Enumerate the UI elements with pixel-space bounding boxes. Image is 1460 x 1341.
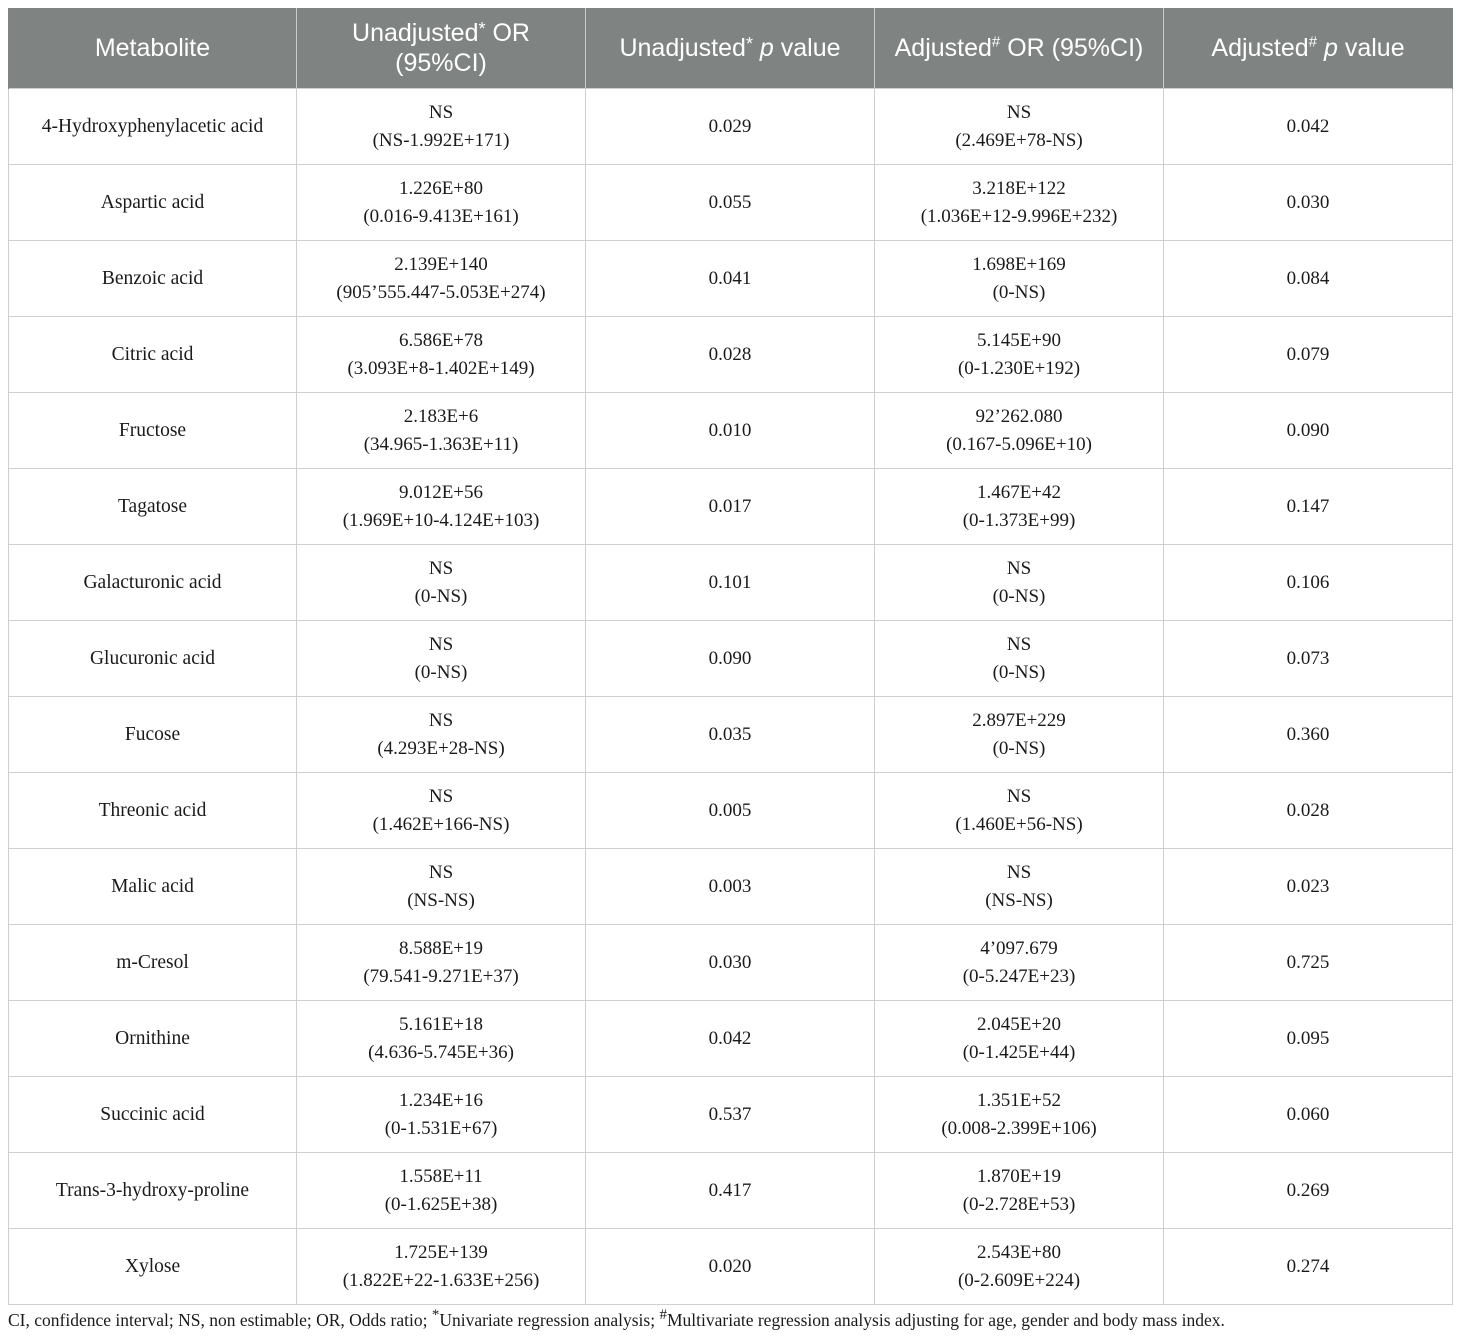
table-body <box>9 89 1453 1305</box>
adjusted-or-cell <box>875 241 1164 317</box>
unadjusted-or-value: 2.183E+6 <box>403 405 479 427</box>
unadjusted-or-value: 2.139E+140 <box>394 253 488 275</box>
metabolite-cell <box>9 697 297 773</box>
metabolite-name: Citric acid <box>111 343 194 365</box>
adjusted-or-cell <box>875 89 1164 165</box>
metabolite-name: Malic acid <box>111 875 194 897</box>
unadjusted-p-value: 0.005 <box>708 799 752 821</box>
unadjusted-p-value: 0.042 <box>708 1027 752 1049</box>
unadjusted-p-value: 0.017 <box>708 495 752 517</box>
adjusted-or-value: NS <box>1006 861 1032 883</box>
table-row <box>9 925 1453 1001</box>
unadjusted-p-value: 0.029 <box>708 115 752 137</box>
metabolite-name: Succinic acid <box>100 1103 205 1125</box>
adjusted-p-cell <box>1164 773 1453 849</box>
adjusted-p-cell <box>1164 1077 1453 1153</box>
unadjusted-or-value: 1.725E+139 <box>394 1241 488 1263</box>
adjusted-p-cell <box>1164 241 1453 317</box>
metabolite-cell <box>9 1229 297 1305</box>
header-adjusted-p: Adjusted# p value <box>1164 8 1453 89</box>
adjusted-p-cell <box>1164 317 1453 393</box>
metabolite-cell <box>9 1153 297 1229</box>
unadjusted-or-cell <box>297 165 586 241</box>
adjusted-p-value: 0.274 <box>1286 1255 1330 1277</box>
table-row <box>9 1229 1453 1305</box>
unadjusted-ci-value: (NS-1.992E+171) <box>372 129 510 151</box>
table-row <box>9 697 1453 773</box>
unadjusted-or-cell <box>297 849 586 925</box>
adjusted-p-value: 0.725 <box>1286 951 1330 973</box>
unadjusted-ci-value: (1.822E+22-1.633E+256) <box>342 1269 540 1291</box>
unadjusted-ci-value: (0.016-9.413E+161) <box>363 205 519 227</box>
adjusted-or-value: NS <box>1006 557 1032 579</box>
unadjusted-or-cell <box>297 697 586 773</box>
unadjusted-p-cell <box>586 393 875 469</box>
table-header-row <box>9 8 1453 89</box>
adjusted-p-cell <box>1164 545 1453 621</box>
metabolite-cell <box>9 241 297 317</box>
adjusted-or-value: 2.045E+20 <box>976 1013 1062 1035</box>
unadjusted-or-cell <box>297 241 586 317</box>
unadjusted-or-cell <box>297 1001 586 1077</box>
unadjusted-ci-value: (0-NS) <box>414 661 468 683</box>
unadjusted-ci-value: (905’555.447-5.053E+274) <box>336 281 546 303</box>
adjusted-or-value: 1.467E+42 <box>976 481 1062 503</box>
adjusted-or-value: NS <box>1006 101 1032 123</box>
unadjusted-p-cell <box>586 165 875 241</box>
adjusted-p-cell <box>1164 925 1453 1001</box>
unadjusted-or-value: NS <box>428 633 454 655</box>
adjusted-p-cell <box>1164 1229 1453 1305</box>
adjusted-ci-value: (0-NS) <box>992 737 1046 759</box>
unadjusted-ci-value: (0-NS) <box>414 585 468 607</box>
metabolite-name: Fucose <box>124 723 181 745</box>
metabolite-cell <box>9 469 297 545</box>
adjusted-p-value: 0.269 <box>1286 1179 1330 1201</box>
table-footnote: CI, confidence interval; NS, non estimable; OR, Odds ratio; *Univariate regression analysis; #Multivariate regression analysis adjusting for age, gender and body mass index. <box>8 1307 1225 1330</box>
unadjusted-p-cell <box>586 1001 875 1077</box>
metabolite-cell <box>9 89 297 165</box>
adjusted-ci-value: (0-NS) <box>992 661 1046 683</box>
metabolite-name: Tagatose <box>117 495 188 517</box>
adjusted-p-value: 0.360 <box>1286 723 1330 745</box>
adjusted-p-value: 0.028 <box>1286 799 1330 821</box>
metabolite-name: Aspartic acid <box>100 191 205 213</box>
unadjusted-p-cell <box>586 621 875 697</box>
adjusted-or-cell <box>875 925 1164 1001</box>
adjusted-ci-value: (0-1.373E+99) <box>962 509 1076 531</box>
adjusted-or-cell <box>875 1153 1164 1229</box>
hash-mark: # <box>1308 33 1318 51</box>
unadjusted-or-cell <box>297 393 586 469</box>
metabolite-name: Fructose <box>118 419 187 441</box>
adjusted-or-cell <box>875 393 1164 469</box>
adjusted-or-value: 2.897E+229 <box>972 709 1066 731</box>
unadjusted-p-cell <box>586 849 875 925</box>
unadjusted-or-value: NS <box>428 709 454 731</box>
unadjusted-or-value: 6.586E+78 <box>398 329 484 351</box>
table-row <box>9 469 1453 545</box>
adjusted-or-value: 1.870E+19 <box>976 1165 1062 1187</box>
unadjusted-ci-value: (1.462E+166-NS) <box>372 813 510 835</box>
adjusted-p-value: 0.023 <box>1286 875 1330 897</box>
adjusted-p-value: 0.084 <box>1286 267 1330 289</box>
unadjusted-p-value: 0.537 <box>708 1103 752 1125</box>
unadjusted-or-value: 9.012E+56 <box>398 481 484 503</box>
metabolite-cell <box>9 621 297 697</box>
unadjusted-p-value: 0.010 <box>708 419 752 441</box>
adjusted-p-value: 0.042 <box>1286 115 1330 137</box>
unadjusted-or-value: NS <box>428 861 454 883</box>
asterisk-mark: * <box>745 34 753 54</box>
metabolite-table <box>8 8 1453 1305</box>
adjusted-p-value: 0.147 <box>1286 495 1330 517</box>
unadjusted-p-cell <box>586 241 875 317</box>
metabolite-cell <box>9 393 297 469</box>
unadjusted-p-value: 0.417 <box>708 1179 752 1201</box>
metabolite-cell <box>9 773 297 849</box>
unadjusted-p-value: 0.055 <box>708 191 752 213</box>
table-row <box>9 165 1453 241</box>
adjusted-ci-value: (0-2.609E+224) <box>957 1269 1081 1291</box>
adjusted-p-cell <box>1164 697 1453 773</box>
adjusted-p-cell <box>1164 849 1453 925</box>
table-row <box>9 1001 1453 1077</box>
adjusted-p-value: 0.060 <box>1286 1103 1330 1125</box>
adjusted-or-cell <box>875 545 1164 621</box>
table-row <box>9 545 1453 621</box>
unadjusted-ci-value: (4.636-5.745E+36) <box>368 1041 514 1063</box>
unadjusted-or-cell <box>297 925 586 1001</box>
header-metabolite: Metabolite <box>9 8 297 89</box>
adjusted-ci-value: (0-1.230E+192) <box>957 357 1081 379</box>
adjusted-p-value: 0.079 <box>1286 343 1330 365</box>
header-unadjusted-p: Unadjusted* p value <box>586 8 875 89</box>
unadjusted-ci-value: (4.293E+28-NS) <box>377 737 505 759</box>
table-row <box>9 89 1453 165</box>
table-row <box>9 849 1453 925</box>
unadjusted-p-cell <box>586 773 875 849</box>
asterisk-mark: * <box>431 1307 440 1324</box>
metabolite-name: Xylose <box>124 1255 181 1277</box>
unadjusted-p-value: 0.041 <box>708 267 752 289</box>
metabolite-name: Ornithine <box>115 1027 190 1049</box>
adjusted-or-value: 2.543E+80 <box>976 1241 1062 1263</box>
unadjusted-p-cell <box>586 1153 875 1229</box>
metabolite-cell <box>9 545 297 621</box>
table-row <box>9 773 1453 849</box>
unadjusted-p-cell <box>586 317 875 393</box>
table-container <box>8 8 1452 1305</box>
adjusted-p-value: 0.073 <box>1286 647 1330 669</box>
adjusted-or-cell <box>875 773 1164 849</box>
adjusted-p-cell <box>1164 469 1453 545</box>
adjusted-ci-value: (1.036E+12-9.996E+232) <box>920 205 1118 227</box>
metabolite-cell <box>9 925 297 1001</box>
unadjusted-ci-value: (79.541-9.271E+37) <box>363 965 519 987</box>
adjusted-or-value: 1.698E+169 <box>972 253 1066 275</box>
adjusted-ci-value: (0.008-2.399E+106) <box>941 1117 1097 1139</box>
metabolite-name: Glucuronic acid <box>89 647 216 669</box>
unadjusted-or-cell <box>297 1077 586 1153</box>
unadjusted-or-value: NS <box>428 785 454 807</box>
adjusted-ci-value: (0.167-5.096E+10) <box>946 433 1092 455</box>
hash-mark: # <box>991 33 1001 51</box>
adjusted-or-cell <box>875 849 1164 925</box>
unadjusted-ci-value: (NS-NS) <box>407 889 475 911</box>
table-row <box>9 393 1453 469</box>
table-row <box>9 317 1453 393</box>
metabolite-name: Threonic acid <box>98 799 207 821</box>
adjusted-or-cell <box>875 469 1164 545</box>
unadjusted-p-cell <box>586 1077 875 1153</box>
unadjusted-ci-value: (3.093E+8-1.402E+149) <box>347 357 535 379</box>
unadjusted-p-value: 0.030 <box>708 951 752 973</box>
unadjusted-or-value: 1.234E+16 <box>398 1089 484 1111</box>
adjusted-or-value: NS <box>1006 785 1032 807</box>
metabolite-name: Benzoic acid <box>101 267 204 289</box>
unadjusted-or-value: 1.558E+11 <box>399 1165 483 1187</box>
unadjusted-p-cell <box>586 697 875 773</box>
adjusted-p-value: 0.030 <box>1286 191 1330 213</box>
adjusted-or-value: 1.351E+52 <box>976 1089 1062 1111</box>
unadjusted-or-value: NS <box>428 101 454 123</box>
table-row <box>9 1077 1453 1153</box>
adjusted-or-value: 4’097.679 <box>980 937 1058 959</box>
adjusted-ci-value: (0-NS) <box>992 585 1046 607</box>
metabolite-name: Galacturonic acid <box>83 571 222 593</box>
adjusted-ci-value: (1.460E+56-NS) <box>955 813 1083 835</box>
unadjusted-ci-value: (34.965-1.363E+11) <box>363 433 519 455</box>
header-adjusted-or: Adjusted# OR (95%CI) <box>875 8 1164 89</box>
unadjusted-p-value: 0.035 <box>708 723 752 745</box>
table-row <box>9 621 1453 697</box>
adjusted-p-cell <box>1164 393 1453 469</box>
unadjusted-ci-value: (1.969E+10-4.124E+103) <box>342 509 540 531</box>
adjusted-or-cell <box>875 165 1164 241</box>
unadjusted-or-value: 1.226E+80 <box>398 177 484 199</box>
adjusted-p-cell <box>1164 621 1453 697</box>
adjusted-p-cell <box>1164 165 1453 241</box>
metabolite-cell <box>9 165 297 241</box>
adjusted-ci-value: (0-2.728E+53) <box>962 1193 1076 1215</box>
metabolite-cell <box>9 849 297 925</box>
adjusted-or-value: NS <box>1006 633 1032 655</box>
adjusted-or-cell <box>875 317 1164 393</box>
adjusted-ci-value: (NS-NS) <box>985 889 1053 911</box>
unadjusted-or-cell <box>297 317 586 393</box>
unadjusted-or-cell <box>297 89 586 165</box>
metabolite-name: m-Cresol <box>116 951 189 973</box>
unadjusted-or-value: 8.588E+19 <box>398 937 484 959</box>
unadjusted-or-cell <box>297 469 586 545</box>
adjusted-ci-value: (0-5.247E+23) <box>962 965 1076 987</box>
metabolite-cell <box>9 317 297 393</box>
unadjusted-or-value: NS <box>428 557 454 579</box>
unadjusted-p-value: 0.020 <box>708 1255 752 1277</box>
metabolite-cell <box>9 1077 297 1153</box>
adjusted-ci-value: (0-1.425E+44) <box>962 1041 1076 1063</box>
hash-mark: # <box>659 1307 667 1324</box>
metabolite-name: Trans-3-hydroxy-proline <box>55 1179 250 1201</box>
adjusted-or-cell <box>875 1229 1164 1305</box>
adjusted-p-value: 0.090 <box>1286 419 1330 441</box>
unadjusted-p-cell <box>586 469 875 545</box>
unadjusted-p-value: 0.101 <box>708 571 752 593</box>
adjusted-ci-value: (0-NS) <box>992 281 1046 303</box>
unadjusted-p-value: 0.028 <box>708 343 752 365</box>
unadjusted-ci-value: (0-1.531E+67) <box>384 1117 498 1139</box>
unadjusted-p-cell <box>586 1229 875 1305</box>
adjusted-or-value: 3.218E+122 <box>972 177 1066 199</box>
adjusted-or-cell <box>875 697 1164 773</box>
adjusted-p-cell <box>1164 89 1453 165</box>
unadjusted-p-cell <box>586 545 875 621</box>
unadjusted-ci-value: (0-1.625E+38) <box>384 1193 498 1215</box>
adjusted-or-cell <box>875 1001 1164 1077</box>
unadjusted-p-value: 0.003 <box>708 875 752 897</box>
unadjusted-or-cell <box>297 621 586 697</box>
unadjusted-or-cell <box>297 1229 586 1305</box>
unadjusted-p-cell <box>586 925 875 1001</box>
unadjusted-p-cell <box>586 89 875 165</box>
metabolite-cell <box>9 1001 297 1077</box>
adjusted-or-cell <box>875 1077 1164 1153</box>
unadjusted-or-cell <box>297 545 586 621</box>
adjusted-ci-value: (2.469E+78-NS) <box>955 129 1083 151</box>
unadjusted-p-value: 0.090 <box>708 647 752 669</box>
table-row <box>9 241 1453 317</box>
adjusted-p-value: 0.106 <box>1286 571 1330 593</box>
adjusted-or-cell <box>875 621 1164 697</box>
asterisk-mark: * <box>478 19 486 39</box>
adjusted-p-cell <box>1164 1153 1453 1229</box>
unadjusted-or-cell <box>297 773 586 849</box>
adjusted-p-cell <box>1164 1001 1453 1077</box>
table-row <box>9 1153 1453 1229</box>
metabolite-name: 4-Hydroxyphenylacetic acid <box>41 115 264 137</box>
adjusted-or-value: 5.145E+90 <box>976 329 1062 351</box>
unadjusted-or-value: 5.161E+18 <box>398 1013 484 1035</box>
adjusted-p-value: 0.095 <box>1286 1027 1330 1049</box>
unadjusted-or-cell <box>297 1153 586 1229</box>
header-unadjusted-or: Unadjusted* OR (95%CI) <box>297 8 586 89</box>
adjusted-or-value: 92’262.080 <box>975 405 1063 427</box>
